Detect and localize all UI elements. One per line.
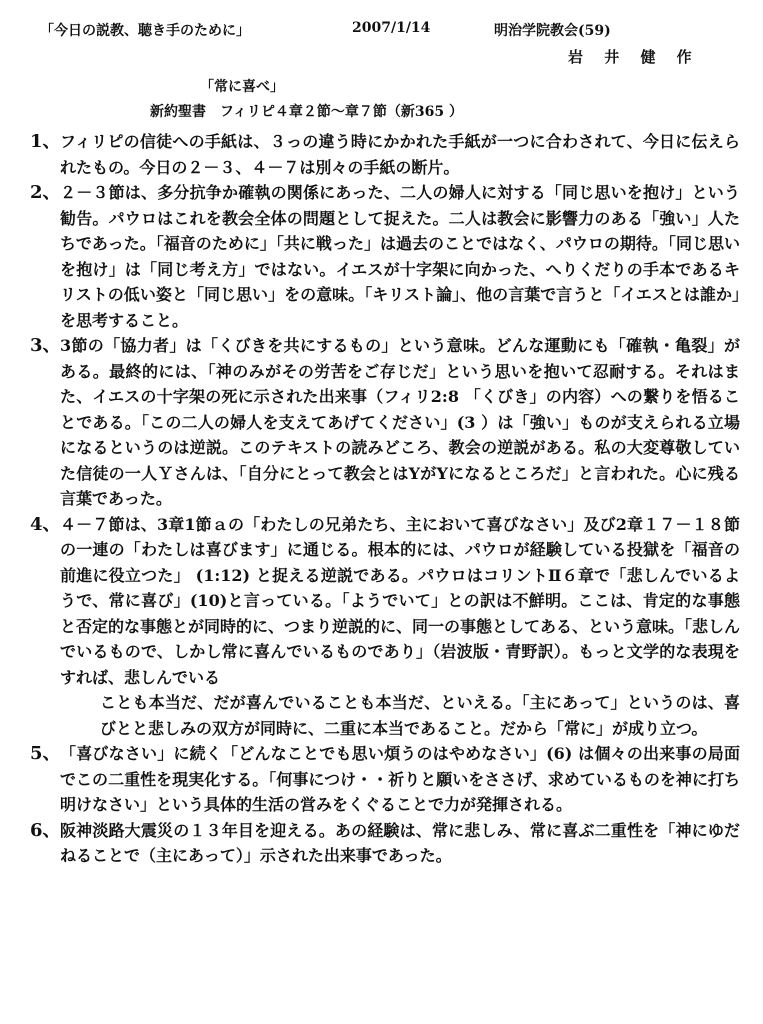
paragraph-number: 4、 [30, 513, 61, 535]
paragraph-number: 1、 [30, 131, 61, 152]
scripture-reference: 新約聖書 フィリピ４章２節～章７節（新365 ） [150, 104, 463, 120]
series-title: 「今日の説教、聴き手のために」 [40, 23, 250, 39]
paragraph-number: 6、 [30, 819, 61, 841]
paragraph-number: 2、 [30, 182, 61, 203]
sermon-body [30, 129, 740, 869]
paragraph-text: ４－７節は、3章1節ａの「わたしの兄弟たち、主において喜びなさい」及び2章１７－１８節の一連の「わたしは喜びます」に通じる。根本的には、パウロが経験している投獄を「福音の前進に役立つた」 (1:12) と捉える逆説である。パウロはコリントⅡ６章で「悲しんでいるようで、常に喜び」(10)と言っている。「ようでいて」との訳は不鮮明。ここは、肯定的な事態と否定的な事態とが同時的に、つまり逆説的に、同一の事態としてある、という意味。「悲しんでいるもので、しかし常に喜んでいるものであり」（岩波版・青野訳）。もっと文学的な表現をすれば、悲しんでいる [60, 514, 741, 687]
author-name: 岩 井 健 作 [568, 48, 700, 66]
paragraph-number: 3、 [30, 335, 61, 356]
sermon-date: 2007/1/14 [352, 20, 431, 36]
paragraph-2 [30, 180, 740, 333]
sermon-title: 「常に喜べ」 [200, 79, 284, 95]
paragraph-3 [30, 333, 740, 512]
paragraph-number: 5、 [30, 743, 61, 764]
church-name: 明治学院教会(59) [494, 23, 611, 39]
paragraph-1 [30, 129, 740, 180]
paragraph-text: フィリピの信徒への手紙は、３っの違う時にかかれた手紙が一つに合わされて、今日に伝えられたもの。今日の２－３、４－７は別々の手紙の断片。 [60, 132, 740, 177]
paragraph-text: 阪神淡路大震災の１３年目を迎える。あの経験は、常に悲しみ、常に喜ぶ二重性を「神にゆだねることで（主にあって）」示された出来事であった。 [60, 820, 740, 865]
paragraph-text-continued: ことも本当だ、だが喜んでいることも本当だ、といえる。「主にあって」というのは、喜びとと悲しみの双方が同時に、二重に本当であること。だから「常に」が成り立つ。 [100, 693, 740, 738]
paragraph-text: ２－３節は、多分抗争か確執の関係にあった、二人の婦人に対する「同じ思いを抱け」という勧告。パウロはこれを教会全体の問題として捉えた。二人は教会に影響力のある「強い」人たちであった。「福音のために」「共に戦った」は過去のことではなく、パウロの期待。「同じ思いを抱け」は「同じ考え方」ではない。イエスが十字架に向かった、へりくだりの手本であるキリストの低い姿と「同じ思い」をの意味。「キリスト論」、他の言葉で言うと「イエスとは誰か」を思考すること。 [60, 183, 740, 330]
paragraph-5 [30, 741, 740, 818]
paragraph-4 [30, 512, 740, 742]
paragraph-text: 3節の「協力者」は「くびきを共にするもの」という意味。どんな運動にも「確執・亀裂」がある。最終的には、「神のみがその労苦をご存じだ」という思いを抱いて忍耐する。それはまた、イエスの十字架の死に示された出来事（フィリ2:8 「くびき」の内容）への繋りを悟ることである。「この二人の婦人を支えてあげてください」(3 ）は「強い」ものが支えられる立場になるというのは逆説。このテキストの読みどころ、教会の逆説がある。私の大変尊敬していた信徒の一人Ｙさんは、「自分にとって教会とはYがYになるところだ」と言われた。心に残る言葉であった。 [60, 336, 740, 508]
paragraph-6 [30, 818, 740, 869]
paragraph-text: 「喜びなさい」に続く「どんなことでも思い煩うのはやめなさい」(6) は個々の出来事の局面でこの二重性を現実化する。「何事につけ・・祈りと願いをささげ、求めているものを神に打ち明けなさい」という具体的生活の営みをくぐることで力が発揮される。 [60, 744, 740, 814]
